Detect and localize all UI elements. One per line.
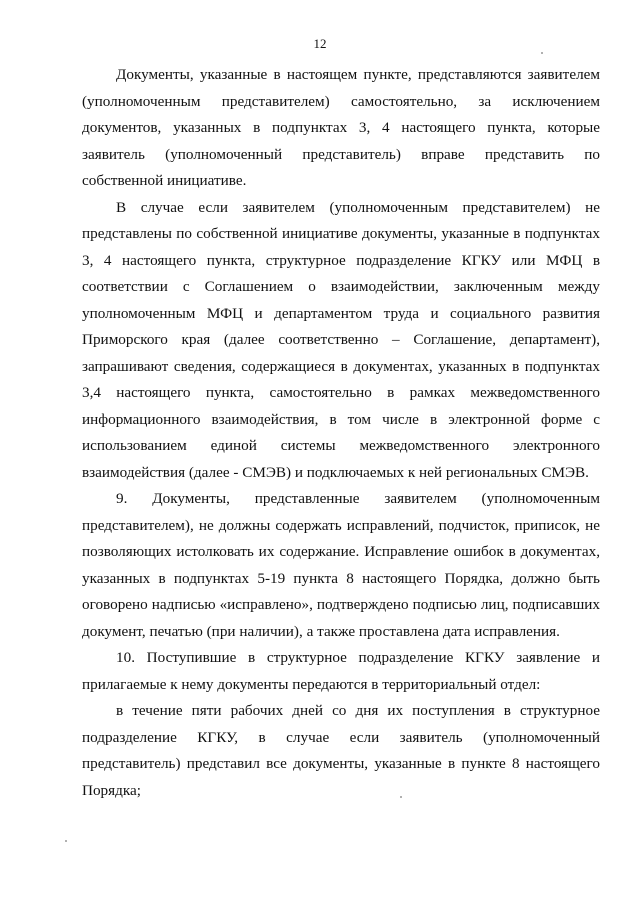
paragraph-item-10-transfer: 10. Поступившие в структурное подразделение КГКУ заявление и прилагаемые к нему документы передаются в территориальный отдел: — [82, 649, 600, 693]
paragraph-five-working-days: в течение пяти рабочих дней со дня их поступления в структурное подразделение КГКУ, в случае если заявитель (уполномоченный представитель) представил все документы, указанные в пункте 8 настоящего Порядка; — [82, 702, 600, 799]
paragraph-interagency-request: В случае если заявителем (уполномоченным представителем) не представлены по собственной инициативе документы, указанные в подпунктах 3, 4 настоящего пункта, структурное подразделение КГКУ или МФЦ в соответствии с Соглашением о взаимодействии, заключенным между уполномоченным МФЦ и департаментом труда и социального развития Приморского края (далее соответственно – Соглашение, департамент), запрашивают сведения, содержащиеся в документах, указанных в подпунктах 3,4 настоящего пункта, самостоятельно в рамках межведомственного информационного взаимодействия, в том числе в электронной форме с использованием единой системы межведомственного электронного взаимодействия (далее - СМЭВ) и подключаемых к ней региональных СМЭВ. — [82, 198, 600, 481]
paragraph-documents-submission: Документы, указанные в настоящем пункте, представляются заявителем (уполномоченным представителем) самостоятельно, за исключением документов, указанных в подпунктах 3, 4 настоящего пункта, которые заявитель (уполномоченный представитель) вправе представить по собственной инициативе. — [82, 66, 600, 189]
page-number: 12 — [313, 36, 327, 51]
scan-speck — [400, 796, 402, 798]
scan-speck — [541, 52, 543, 54]
document-body — [82, 62, 600, 804]
scan-speck — [65, 840, 67, 842]
paragraph-item-9-corrections: 9. Документы, представленные заявителем (уполномоченным представителем), не должны содержать исправлений, подчисток, приписок, не позволяющих истолковать их содержание. Исправление ошибок в документах, указанных в подпунктах 5-19 пункта 8 настоящего Порядка, должно быть оговорено надписью «исправлено», подтверждено подписью лиц, подписавших документ, печатью (при наличии), а также проставлена дата исправления. — [82, 490, 600, 640]
